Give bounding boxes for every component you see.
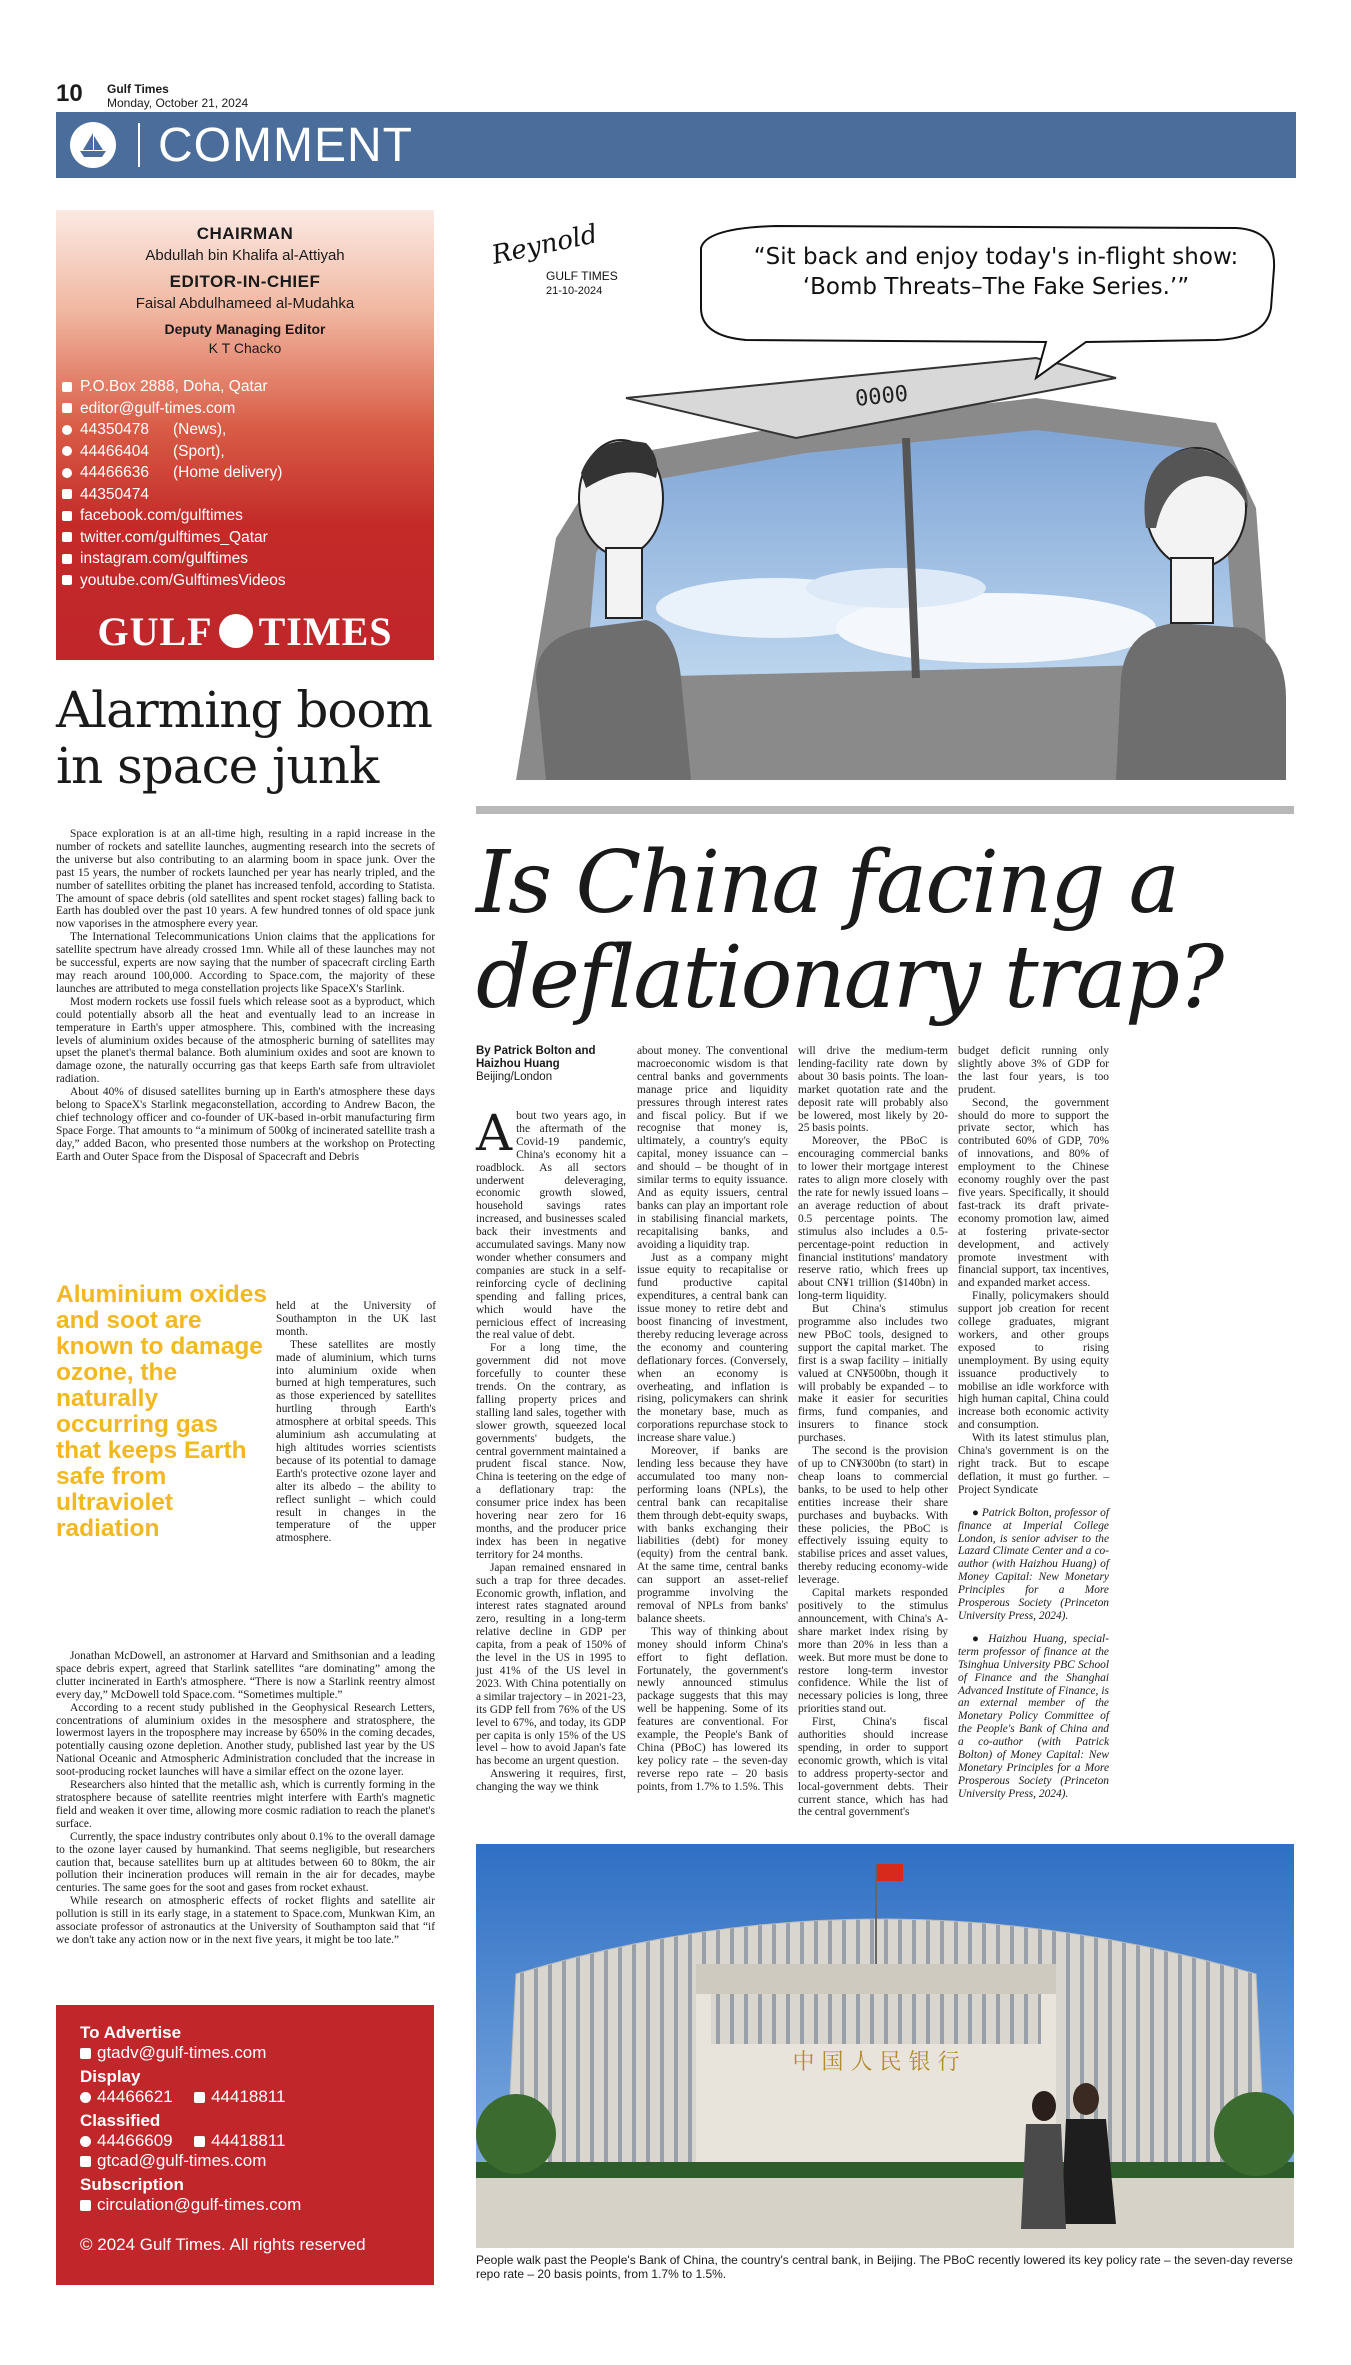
paragraph: Space exploration is at an all-time high, resulting in a rapid increase in the number of rockets and satellite launches, augmenting research into the secrets of the universe but also contributing to an alarming boom in space junk. Over the past 15 years, the number of rockets launched per year has nearly tripled, and the number of satellites orbiting the planet has increased tenfold, according to Statista. The amount of space debris (old satellites and spent rocket stages) falling back to Earth has doubled over the past 10 years. A few hundred tonnes of old space junk now vaporises in the atmosphere every year. (56, 828, 435, 931)
phone-icon (80, 2092, 91, 2103)
logo-right: TIMES (258, 608, 393, 654)
paragraph: According to a recent study published in the Geophysical Research Letters, concentrations of aluminium oxides in the mesosphere and stratosphere, the lowermost layers in the troposphere may increase by 650% in the coming decades, potentially causing ozone depletion. Another study, published last year by the US National Oceanic and Atmospheric Administration concluded that the increase in soot-producing rocket launches will have a similar effect on the ozone layer. (56, 1701, 435, 1779)
contact-text: 44466404 (80, 442, 149, 460)
paragraph: The International Telecommunications Union claims that the applications for satellite spectrum have already crossed 1mn. While all of these launches may not be successful, experts are now saying that the number of spacecraft circling Earth may reach around 100,000. According to Space.com, the majority of these launches are attributed to mega constellation projects like SpaceX's Starlink. (56, 931, 435, 995)
paragraph: Second, the government should do more to support the private sector, which has contributed 60% of GDP, 70% of innovations, and 80% of employment to the Chinese economy roughly over the past five years. Specifically, it should fast-track its draft private-economy promotion law, aimed at fostering private-sector development, and actively promote investment with financial support, tax incentives, and expanded market access. (958, 1096, 1109, 1290)
paragraph: Researchers also hinted that the metallic ash, which is currently forming in the stratosphere because of satellite reentries might interfere with Earth's magnetic field and weaken it over time, allowing more cosmic radiation to reach the planet's surface. (56, 1779, 435, 1830)
byline-authors: By Patrick Bolton and Haizhou Huang (476, 1045, 596, 1070)
subscription-email[interactable] (80, 2195, 410, 2215)
email-icon (80, 2200, 91, 2211)
x-icon (62, 532, 72, 542)
article-column-1 (476, 1104, 626, 1794)
running-head (107, 82, 248, 110)
contact-label: (Sport), (172, 442, 225, 460)
instagram-icon (62, 554, 72, 564)
banner-divider (138, 123, 140, 167)
mailbox-icon (62, 382, 72, 392)
issue-date: Monday, October 21, 2024 (107, 96, 249, 110)
gulf-times-logo (56, 605, 434, 657)
paragraph: Finally, policymakers should support job creation for recent college graduates, migrant workers, and other groups exposed to rising unemployment. By using equity issuance productively to mobilise an idle workforce with high human capital, China could increase both economic activity and consumption. (958, 1290, 1109, 1432)
contact-row (62, 462, 422, 484)
chairman-name: Abdullah bin Khalifa al-Attiyah (145, 247, 345, 264)
divider-rule (476, 806, 1294, 814)
contact-text[interactable]: youtube.com/GulftimesVideos (80, 571, 286, 589)
paragraph: Capital markets responded positively to the stimulus announcement, with China's A-share market index rising by more than 20% in less than a week. But more must be done to restore long-term investor confidence. While the list of necessary policies is long, three priorities stand out. (798, 1587, 948, 1716)
contact-label: (News), (172, 421, 227, 438)
paragraph: First, China's fiscal authorities should increase spending, in order to support economic growth, which is vital to address property-sector and local-government debts. Their current stance, which has had the central government's (798, 1716, 948, 1819)
paragraph: For a long time, the government did not move forcefully to counter these trends. On the contrary, as falling property prices and stalling land sales, together with slower growth, squeezed local governments' budgets, the central government maintained a prudent fiscal stance. Now, China is teetering on the edge of a deflationary trap: the consumer price index has been hovering near zero for 16 months, and the producer price index has been in negative territory for 24 months. (476, 1342, 626, 1561)
article-headline: Is China facing a deflationary trap? (476, 833, 1223, 1028)
section-banner (56, 112, 1296, 178)
speech-bubble-text: “Sit back and enjoy today's in-flight show: ‘Bomb Threats–The Fake Series.’” (753, 244, 1239, 300)
phone-text: 44466609 (97, 2131, 173, 2150)
copyright: © 2024 Gulf Times. All rights reserved (80, 2235, 366, 2254)
paragraph: Moreover, if banks are lending less because they have accumulated too many non-performing loans (NPLs), the central bank can recapitalise them through debt-equity swaps, with banks exchanging their liabilities (debt) for money (equity) from the central bank. At the same time, central banks can support an asset-relief programme involving the removal of NPLs from banks' balance sheets. (637, 1445, 788, 1625)
byline (476, 1045, 626, 1084)
editorial-body-side (276, 1300, 436, 1545)
email-icon (62, 403, 72, 413)
author-bio: ● Haizhou Huang, special-term professor of finance at the Tsinghua University PBC School of Finance and the Shanghai Advanced Institute of Finance, is an external member of the Monetary Policy Committee of the People's Bank of China and a co-author (with Patrick Bolton) of Money Capital: New Monetary Principles for a More Prosperous Society (Princeton University Press, 2024). (958, 1632, 1109, 1800)
contact-row[interactable] (62, 505, 422, 527)
email-text[interactable]: gtadv@gulf-times.com (97, 2043, 267, 2062)
pboc-photo (476, 1844, 1294, 2248)
email-text[interactable]: gtcad@gulf-times.com (97, 2151, 267, 2170)
display-heading: Display (80, 2067, 141, 2086)
paragraph: Just as a company might issue equity to recapitalise or fund productive capital expenditures, a central bank can issue money to retire debt and boost financing of investment, thereby reducing leverage across the economy and countering deflationary forces. (Conversely, when an economy is overheating, and inflation is rising, policymakers can shrink the monetary base, much as corporations repurchase stock to increase share value.) (637, 1251, 788, 1445)
contact-label: (Home delivery) (172, 464, 283, 481)
contact-list (62, 376, 422, 591)
contact-row (62, 419, 422, 441)
cartoon-credit: GULF TIMES (546, 269, 618, 283)
paragraph: Most modern rockets use fossil fuels which release soot as a byproduct, which could potentially absorb all the heat and eventually lead to an increase in temperature in Earth's upper atmosphere. This, combined with the increasing levels of aluminium oxides because of the atmospheric burning of satellites may upset the planet's thermal balance. Both aluminium oxides and soot are known to damage ozone, the naturally occurring gas that keeps Earth safe from ultraviolet radiation. (56, 995, 435, 1086)
panel-digits: 0000 (854, 381, 910, 412)
contact-row (62, 441, 422, 463)
editorial-cartoon (476, 208, 1294, 780)
deputy-label: Deputy Managing Editor (164, 321, 326, 337)
paragraph: The second is the provision of up to CN¥300bn (to start) in cheap loans to commercial banks, to be used to help other entities increase their share purchases and buybacks. With these policies, the PBoC is effectively issuing equity to stabilise prices and asset values, thereby reducing economy-wide leverage. (798, 1445, 948, 1587)
fax-icon (194, 2092, 205, 2103)
paragraph: Answering it requires, first, changing the way we think (476, 1768, 626, 1794)
classified-email[interactable] (80, 2151, 410, 2171)
paragraph: Jonathan McDowell, an astronomer at Harvard and Smithsonian and a leading space debris expert, agreed that Starlink satellites “are dominating” among the clutter incinerated in Earth's atmosphere. “There is now a Starlink reentry almost every day,” McDowell told Space.com. “Sometimes multiple.” (56, 1650, 435, 1701)
paragraph: But China's stimulus programme also includes two new PBoC tools, designed to support the capital market. The first is a swap facility – initially valued at CN¥500bn, though it will probably be expanded – to make it easier for securities firms, fund companies, and insurers to finance stock purchases. (798, 1303, 948, 1445)
editor-label: EDITOR-IN-CHIEF (169, 272, 321, 291)
paragraph: These satellites are mostly made of aluminium, which turns into aluminium oxide when burned at high temperatures, such as those experienced by satellites hurtling through Earth's atmosphere at orbital speeds. This aluminium ash accumulating at high altitudes worries scientists because of its potential to damage Earth's protective ozone layer and alter its albedo – the ability to reflect sunlight – which could result in changes in the temperature of the upper atmosphere. (276, 1338, 436, 1545)
cartoonist-signature: Reynold (489, 219, 601, 271)
publication-name: Gulf Times (107, 82, 169, 96)
contact-text: P.O.Box 2888, Doha, Qatar (80, 378, 268, 395)
phone-icon (62, 446, 72, 456)
photo-caption: People walk past the People's Bank of China, the country's central bank, in Beijing. The PBoC recently lowered its key policy rate – the seven-day reverse repo rate – 20 basis points, from 1.7% to 1.5%. (476, 2253, 1293, 2281)
phone-icon (62, 468, 72, 478)
fax-icon (194, 2136, 205, 2147)
phone-text: 44418811 (211, 2131, 286, 2150)
paragraph: Currently, the space industry contributes only about 0.1% to the overall damage to the ozone layer caused by humankind. That seems negligible, but researchers caution that, because satellites burn up at altitudes between 60 to 80km, the air pollution their incineration produces will remain in the air for decades, maybe centuries. The same goes for the soot and gases from rocket exhaust. (56, 1830, 435, 1895)
article-column-3 (798, 1045, 948, 1819)
contact-row[interactable] (62, 398, 422, 420)
paragraph: Japan remained ensnared in such a trap for three decades. Economic growth, inflation, and interest rates stagnated around zero, resulting in a long-term relative decline in GDP per capita, from a peak of 150% of the level in the US in 1995 to just 41% of the US level in 2023. With China potentially on a similar trajectory – in 2021-23, its GDP fell from 76% of the US level to 67%, and today, its GDP per capita is only 15% of the US level – how to avoid Japan's fate has become an urgent question. (476, 1561, 626, 1768)
contact-row[interactable] (62, 527, 422, 549)
building-sign: 中 国 人 民 银 行 (792, 2050, 960, 2075)
pull-quote: Aluminium oxides and soot are known to damage ozone, the naturally occurring gas that keeps Earth safe from ultraviolet radiation (56, 1281, 268, 1542)
paragraph: budget deficit running only slightly above 3% of GDP for the last four years, is too prudent. (958, 1045, 1109, 1096)
drop-cap: A (476, 1104, 513, 1162)
contact-text[interactable]: instagram.com/gulftimes (80, 550, 248, 567)
phone-icon (62, 425, 72, 435)
classified-heading: Classified (80, 2111, 161, 2130)
logo-ship-icon (219, 614, 253, 648)
editorial-body-bottom (56, 1650, 435, 1947)
article-column-4 (958, 1045, 1109, 1801)
phone-text: 44466621 (97, 2087, 173, 2106)
advertise-email[interactable] (80, 2043, 410, 2063)
contact-row (62, 376, 422, 398)
section-title: COMMENT (158, 118, 413, 172)
phone-icon (80, 2136, 91, 2147)
paragraph: bout two years ago, in the aftermath of the Covid-19 pandemic, China's economy hit a roadblock. As all sectors underwent deleveraging, economic growth slowed, household savings rates increased, and businesses scaled back their investments and accumulated savings. Many now wonder whether consumers and companies are stuck in a self-reinforcing cycle of declining spending and falling prices, which would have the pernicious effect of increasing the real value of debt. (476, 1110, 626, 1342)
paragraph: This way of thinking about money should inform China's effort to fight deflation. Fortunately, the government's newly announced stimulus package suggests that this may well be happening. Some of its features are conventional. For example, the People's Bank of China (PBoC) has lowered its key policy rate – the seven-day reverse repo rate – 20 basis points, from 1.7% to 1.5%. This (637, 1625, 788, 1793)
dateline: Beijing/London (476, 1071, 553, 1083)
display-phones (80, 2087, 410, 2107)
article-column-2 (637, 1045, 788, 1794)
logo-left: GULF (97, 608, 213, 654)
editor-name: Faisal Abdulhameed al-Mudahka (135, 295, 355, 312)
ship-logo-icon (70, 122, 116, 168)
contact-text[interactable]: facebook.com/gulftimes (80, 507, 243, 524)
contact-text: 44350474 (80, 485, 149, 503)
paragraph: Moreover, the PBoC is encouraging commercial banks to lower their mortgage interest rates to align more closely with the rate for newly issued loans – an average reduction of about 0.5 percentage points. The stimulus also includes a 0.5-percentage-point reduction in financial institutions' mandatory reserve ratio, which frees up about CN¥1 trillion ($140bn) in long-term liquidity. (798, 1135, 948, 1303)
email-icon (80, 2048, 91, 2059)
paragraph: about money. The conventional macroeconomic wisdom is that central banks and governments manage price and liquidity pressures through interest rates and fiscal policy. But if we recognise that money is, ultimately, a country's equity capital, money issuance can – and should – be thought of in similar terms to equity issuance. And as equity issuers, central banks can play an important role in stabilising financial markets, recapitalising banks, and avoiding a liquidity trap. (637, 1045, 788, 1251)
deputy-name: K T Chacko (208, 340, 282, 356)
page-number: 10 (56, 80, 83, 107)
editorial-body-top (56, 828, 435, 1164)
paragraph: held at the University of Southampton in the UK last month. (276, 1300, 436, 1338)
paragraph: About 40% of disused satellites burning up in Earth's atmosphere these days belong to SpaceX's Starlink megaconstellation, according to Andrew Bacon, the chief technology officer and co-founder of UK-based in-orbit manufacturing firm Space Forge. That amounts to “a minimum of 500kg of incinerated satellite trash a day,” added Bacon, who presented those numbers at the workshop on Protecting Earth and Outer Space from the Disposal of Spacecraft and Debris (56, 1086, 435, 1163)
advertise-box (56, 2005, 434, 2285)
email-text[interactable]: circulation@gulf-times.com (97, 2195, 302, 2214)
fax-icon (62, 489, 72, 499)
email-icon (80, 2156, 91, 2167)
contact-row[interactable] (62, 570, 422, 592)
contact-text[interactable]: editor@gulf-times.com (80, 399, 236, 417)
advertise-heading: To Advertise (80, 2023, 182, 2042)
youtube-icon (62, 575, 72, 585)
facebook-icon (62, 511, 72, 521)
cartoon-date: 21-10-2024 (546, 285, 603, 297)
contact-row (62, 484, 422, 506)
subscription-heading: Subscription (80, 2175, 184, 2194)
paragraph: With its latest stimulus plan, China's government is on the right track. But to escape deflation, it must go further. – Project Syndicate (958, 1432, 1109, 1496)
phone-text: 44418811 (211, 2087, 286, 2106)
paragraph: will drive the medium-term lending-facility rate down by about 30 basis points. The loan-market quotation rate and the deposit rate will probably also be lowered, most likely by 20-25 basis points. (798, 1045, 948, 1135)
contact-text: 44350478 (80, 421, 149, 438)
classified-phones (80, 2131, 410, 2151)
contact-row[interactable] (62, 548, 422, 570)
paragraph: While research on atmospheric effects of rocket flights and satellite air pollution is still in its early stage, in a statement to Space.com, Munkwan Kim, an associate professor of astronautics at the University of Southampton said that “if we don't take any action now or in the next five years, it might be too late.” (56, 1895, 435, 1946)
contact-text[interactable]: twitter.com/gulftimes_Qatar (80, 528, 268, 546)
editorial-title: Alarming boom in space junk (56, 681, 432, 795)
contact-text: 44466636 (80, 464, 149, 481)
chairman-label: CHAIRMAN (196, 224, 294, 243)
author-bio: ● Patrick Bolton, professor of finance at Imperial College London, is senior adviser to the Lazard Climate Center and a co-author (with Haizhou Huang) of Money Capital: New Monetary Principles for a More Prosperous Society (Princeton University Press, 2024). (958, 1506, 1109, 1622)
